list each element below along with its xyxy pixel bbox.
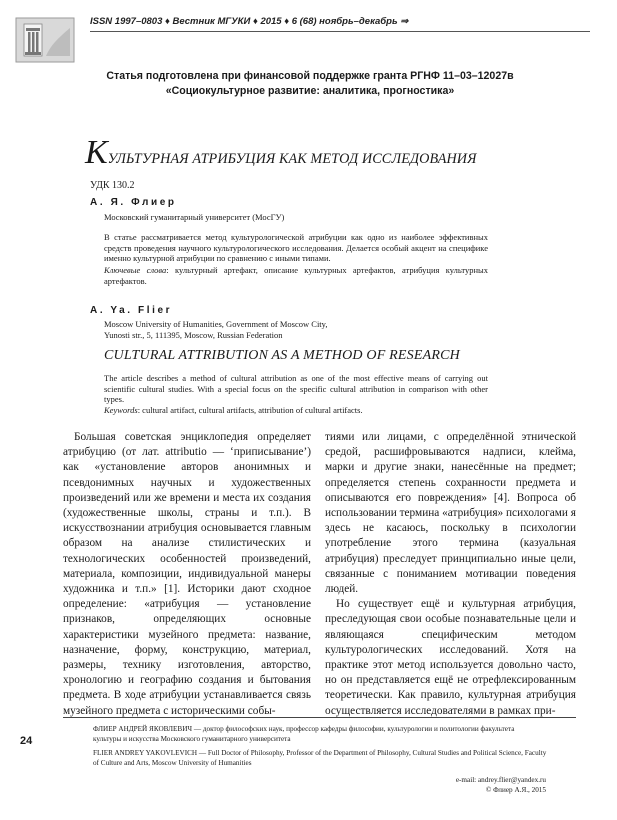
keywords-ru	[104, 265, 488, 286]
grant-note	[40, 69, 580, 99]
body-paragraph: Большая советская энциклопедия определяет атрибуцию (от лат. attributio — ‘приписывание’) как «установление авторов анонимных и псевдонимных научных и художественных произведений или же времени и места их создания (художественные школы, страны и т.п.). В искусствознании атрибуция основывается главным образом на анализе стилистических и технологических особенностей произведений, материала, композиции, индивидуальной манеры художника и т.п.» [1]. Историки дают сходное определение: «атрибуция — установление признаков, определяющих основные характеристики музейного предмета: название, назначение, форму, конструкцию, материал, размеры, технику изготовления, авторство, хронологию и географию создания и бытования предмета. В ходе атрибуции устанавливается связь музейного предмета с историческими собы-	[63, 431, 311, 717]
affiliation-ru: Московский гуманитарный университет (МосГУ)	[104, 212, 285, 222]
article-title	[85, 136, 585, 172]
body-paragraph: Но существует ещё и культурная атрибуция, преследующая свои особые познавательные цели и являющаяся специфическим методом культурологических исследований. Хотя на практике этот метод используется довольно часто, но он представляется ещё не отрефлексированным теоретически. Как правило, культурная атрибуция осуществляется исследователями в рамках при-	[325, 598, 576, 717]
author-note-en: FLIER ANDREY YAKOVLEVICH — Full Doctor of Philosophy, Professor of the Department of Philosophy, Cultural Studies and Political Science, Faculty of Culture and Arts, Moscow University of Humanities	[93, 749, 547, 767]
keywords-text-ru: : культурный артефакт, описание культурных артефактов, атрибуция культурных артефактов.	[104, 265, 488, 286]
keywords-en	[104, 405, 488, 416]
affiliation-en	[104, 319, 328, 340]
author-en: A. Ya. Flier	[90, 305, 173, 316]
title-en: CULTURAL ATTRIBUTION AS A METHOD OF RESEARCH	[104, 348, 460, 363]
affiliation-en-line-1: Moscow University of Humanities, Government of Moscow City,	[104, 319, 328, 329]
udk-code: УДК 130.2	[90, 180, 135, 191]
abstract-en: The article describes a method of cultural attribution as one of the most effective means of carrying out scientific cultural studies. With a special focus on the specific cultural attribution in comparison with other types.	[104, 373, 488, 404]
grant-line-2: «Социокультурное развитие: аналитика, прогностика»	[165, 85, 455, 97]
keywords-label-en: Keywords	[104, 405, 138, 415]
title-initial: К	[85, 134, 108, 171]
author-note-ru: ФЛИЕР АНДРЕЙ ЯКОВЛЕВИЧ — доктор философских наук, профессор кафедры философии, культурологии и политологии факультета культуры и искусства Московского гуманитарного университета	[93, 725, 515, 743]
body-column-2	[325, 430, 576, 717]
journal-header: ISSN 1997–0803 ♦ Вестник МГУКИ ♦ 2015 ♦ 6 (68) ноябрь–декабрь ⇒	[90, 16, 409, 27]
body-paragraph: тиями или лицами, с определённой этнической средой, расшифровываются надписи, клейма, марки и другие знаки, нанесённые на предмет; определяется степень сохранности предмета и описываются его повреждения» [4]. Вопроса об использовании термина «атрибуция» психологами я здесь не касаюсь, поскольку в психологии употребление этого термина (казуальная атрибуция) преследует принципиально иные цели, связанные с пониманием мотивации поведения людей.	[325, 431, 576, 596]
grant-line-1: Статья подготовлена при финансовой поддержке гранта РГНФ 11–03–12027в	[106, 70, 514, 82]
keywords-text-en: : cultural artifact, cultural artifacts, attribution of cultural artifacts.	[137, 405, 363, 415]
journal-logo	[14, 16, 76, 64]
page-number: 24	[20, 735, 33, 747]
body-column-1	[63, 430, 311, 717]
header-rule	[90, 31, 590, 32]
footnote-rule	[63, 717, 576, 718]
affiliation-en-line-2: Yunosti str., 5, 111395, Moscow, Russian Federation	[104, 329, 283, 340]
abstract-ru: В статье рассматривается метод культурологической атрибуции как одно из наиболее эффективных средств проведения научного культурологического исследования. Делается особый акцент на специфике именно культурной атрибуции по сравнению с иными типами.	[104, 232, 488, 263]
author-email: e-mail: andrey.flier@yandex.ru	[455, 776, 546, 784]
keywords-label-ru: Ключевые слова	[104, 265, 167, 275]
copyright: © Флиер А.Я., 2015	[485, 786, 546, 794]
author-ru: А. Я. Флиер	[90, 197, 177, 208]
title-rest: УЛЬТУРНАЯ АТРИБУЦИЯ КАК МЕТОД ИССЛЕДОВАНИЯ	[107, 151, 477, 167]
